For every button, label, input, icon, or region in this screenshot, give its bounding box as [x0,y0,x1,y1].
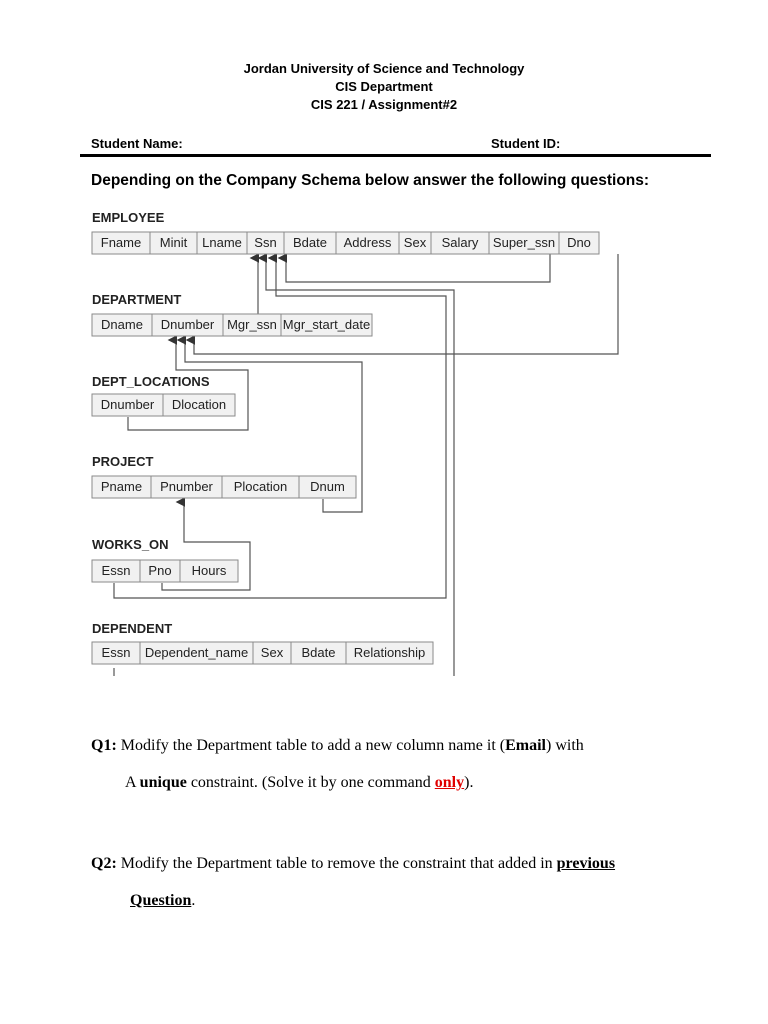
column-name: Essn [101,645,131,660]
column-name: Mgr_start_date [282,317,371,332]
question-1-text-d: constraint. (Solve it by one command [186,774,435,791]
question-1-email: Email [505,737,546,754]
student-name-label: Student Name: [91,136,183,151]
column-name: Dnumber [160,317,215,332]
student-id-label: Student ID: [491,136,561,151]
table-dept-locations [92,374,235,416]
table-dependent [92,621,433,664]
column-name: Bdate [293,235,327,250]
table-name: WORKS_ON [92,537,169,552]
question-1-unique: unique [139,774,187,791]
table-name: EMPLOYEE [92,210,165,225]
question-2-question: Question [130,892,192,909]
column-name: Address [343,235,392,250]
course-title: CIS 221 / Assignment#2 [310,97,458,112]
column-name: Dnum [310,479,345,494]
table-name: DEPT_LOCATIONS [92,374,210,389]
column-name: Bdate [301,645,336,660]
table-project [92,454,356,498]
table-name: DEPENDENT [92,621,173,636]
table-name: DEPARTMENT [92,292,182,307]
intro-heading: Depending on the Company Schema below answer the following questions: [91,172,650,189]
question-1-only: only [434,774,465,791]
column-name: Mgr_ssn [227,317,277,332]
question-2-line-2 [130,892,195,910]
question-2-text-a: Modify the Department table to remove the constraint that added in [116,855,557,872]
column-name: Hours [191,563,227,578]
question-1-text-a: Modify the Department table to add a new column name it ( [116,737,506,754]
column-name: Dno [567,235,591,250]
column-name: Pname [100,479,143,494]
column-name: Pno [148,563,172,578]
column-name: Relationship [353,645,426,660]
table-works-on [92,537,238,582]
university-name: Jordan University of Science and Technology [243,61,525,76]
question-2-text-b: . [191,892,196,909]
column-name: Fname [100,235,142,250]
table-employee [92,210,599,254]
question-2-previous: previous [556,855,616,872]
table-name: PROJECT [92,454,154,469]
column-name: Ssn [254,235,277,250]
question-1-line-1 [91,737,584,755]
column-name: Pnumber [160,479,213,494]
question-1-text-b: ) with [546,737,584,754]
column-name: Lname [202,235,242,250]
question-1-text-e: ). [464,774,474,791]
column-name: Plocation [233,479,288,494]
column-name: Dlocation [171,397,227,412]
question-2-label: Q2: [91,855,117,872]
question-2-line-1 [91,855,615,873]
column-name: Minit [159,235,188,250]
column-name: Sex [403,235,427,250]
column-name: Essn [101,563,131,578]
column-name: Salary [441,235,479,250]
column-name: Super_ssn [492,235,556,250]
column-name: Sex [260,645,284,660]
question-1-line-2 [125,774,473,792]
question-1-label: Q1: [91,737,117,754]
column-name: Dnumber [100,397,155,412]
question-1-text-c: A [125,774,140,791]
table-department [92,292,372,336]
column-name: Dname [101,317,143,332]
department-name: CIS Department [335,79,433,94]
column-name: Dependent_name [144,645,249,660]
